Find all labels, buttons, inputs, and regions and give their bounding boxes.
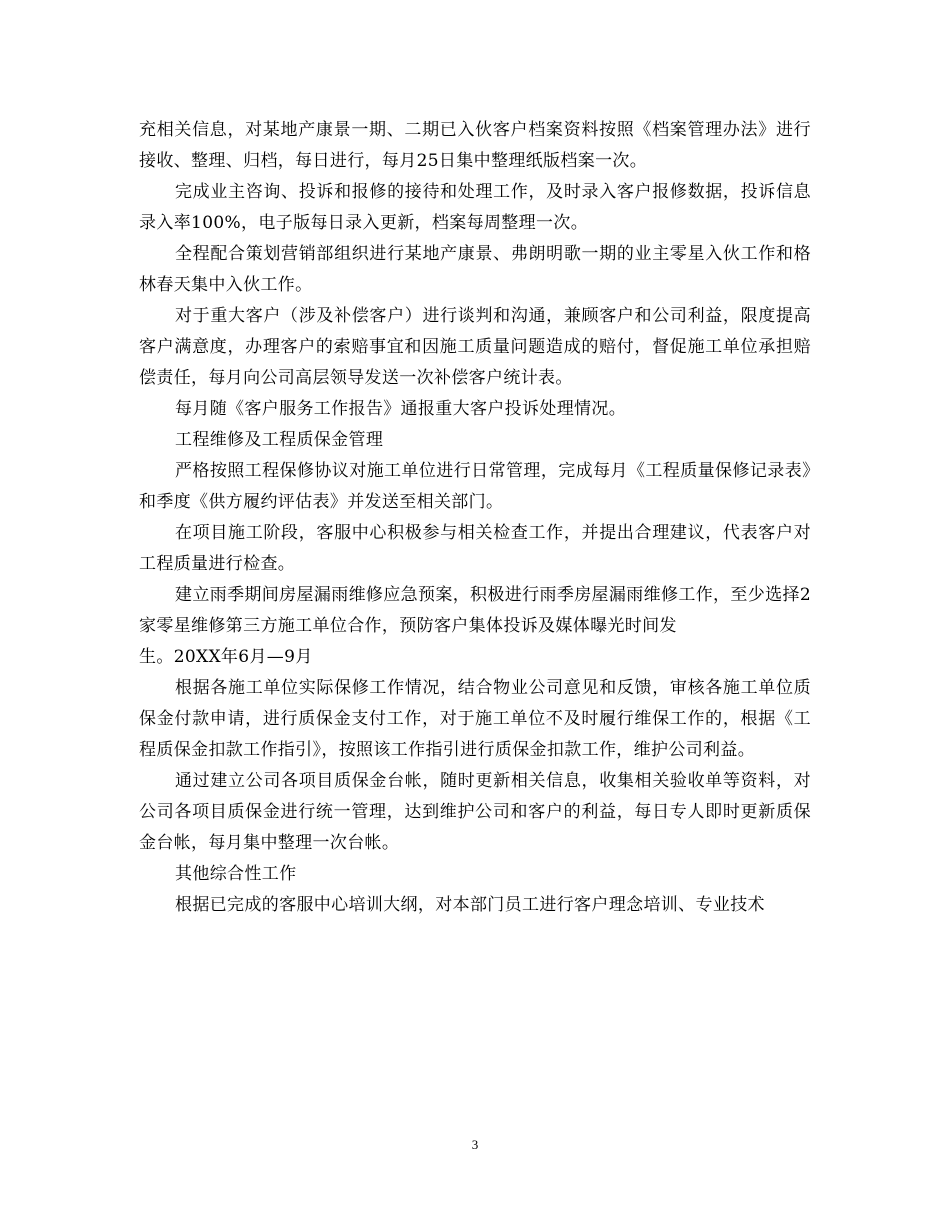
document-body — [139, 115, 811, 921]
paragraph-11: 根据各施工单位实际保修工作情况，结合物业公司意见和反馈，审核各施工单位质保金付款申请，进行质保金支付工作，对于施工单位不及时履行维保工作的，根据《工程质保金扣款工作指引》，按照该工作指引进行质保金扣款工作，维护公司利益。 — [139, 678, 811, 760]
paragraph-3: 全程配合策划营销部组织进行某地产康景、弗朗明歌一期的业主零星入伙工作和格林春天集中入伙工作。 — [139, 244, 811, 295]
paragraph-14: 根据已完成的客服中心培训大纲，对本部门员工进行客户理念培训、专业技术 — [175, 895, 765, 915]
page-number: 3 — [471, 1137, 479, 1152]
paragraph-4: 对于重大客户（涉及补偿客户）进行谈判和沟通，兼顾客户和公司利益，限度提高客户满意度，办理客户的索赔事宜和因施工质量问题造成的赔付，督促施工单位承担赔偿责任，每月向公司高层领导发送一次补偿客户统计表。 — [139, 306, 811, 388]
paragraph-9: 建立雨季期间房屋漏雨维修应急预案，积极进行雨季房屋漏雨维修工作，至少选择2家零星维修第三方施工单位合作，预防客户集体投诉及媒体曝光时间发 — [139, 585, 811, 636]
section-heading-other: 其他综合性工作 — [175, 864, 297, 884]
paragraph-8: 在项目施工阶段，客服中心积极参与相关检查工作，并提出合理建议，代表客户对工程质量进行检查。 — [139, 523, 811, 574]
paragraph-5: 每月随《客户服务工作报告》通报重大客户投诉处理情况。 — [175, 399, 627, 419]
paragraph-12: 通过建立公司各项目质保金台帐，随时更新相关信息，收集相关验收单等资料，对公司各项目质保金进行统一管理，达到维护公司和客户的利益，每日专人即时更新质保金台帐，每月集中整理一次台帐。 — [139, 771, 811, 853]
paragraph-7: 严格按照工程保修协议对施工单位进行日常管理，完成每月《工程质量保修记录表》和季度《供方履约评估表》并发送至相关部门。 — [139, 461, 811, 512]
paragraph-1: 充相关信息，对某地产康景一期、二期已入伙客户档案资料按照《档案管理办法》进行接收、整理、归档，每日进行，每月25日集中整理纸版档案一次。 — [139, 120, 811, 171]
section-heading-maintenance: 工程维修及工程质保金管理 — [175, 430, 384, 450]
paragraph-10: 生。20XX年6月—9月 — [139, 647, 313, 667]
paragraph-2: 完成业主咨询、投诉和报修的接待和处理工作，及时录入客户报修数据，投诉信息录入率100%，电子版每日录入更新，档案每周整理一次。 — [139, 182, 811, 233]
